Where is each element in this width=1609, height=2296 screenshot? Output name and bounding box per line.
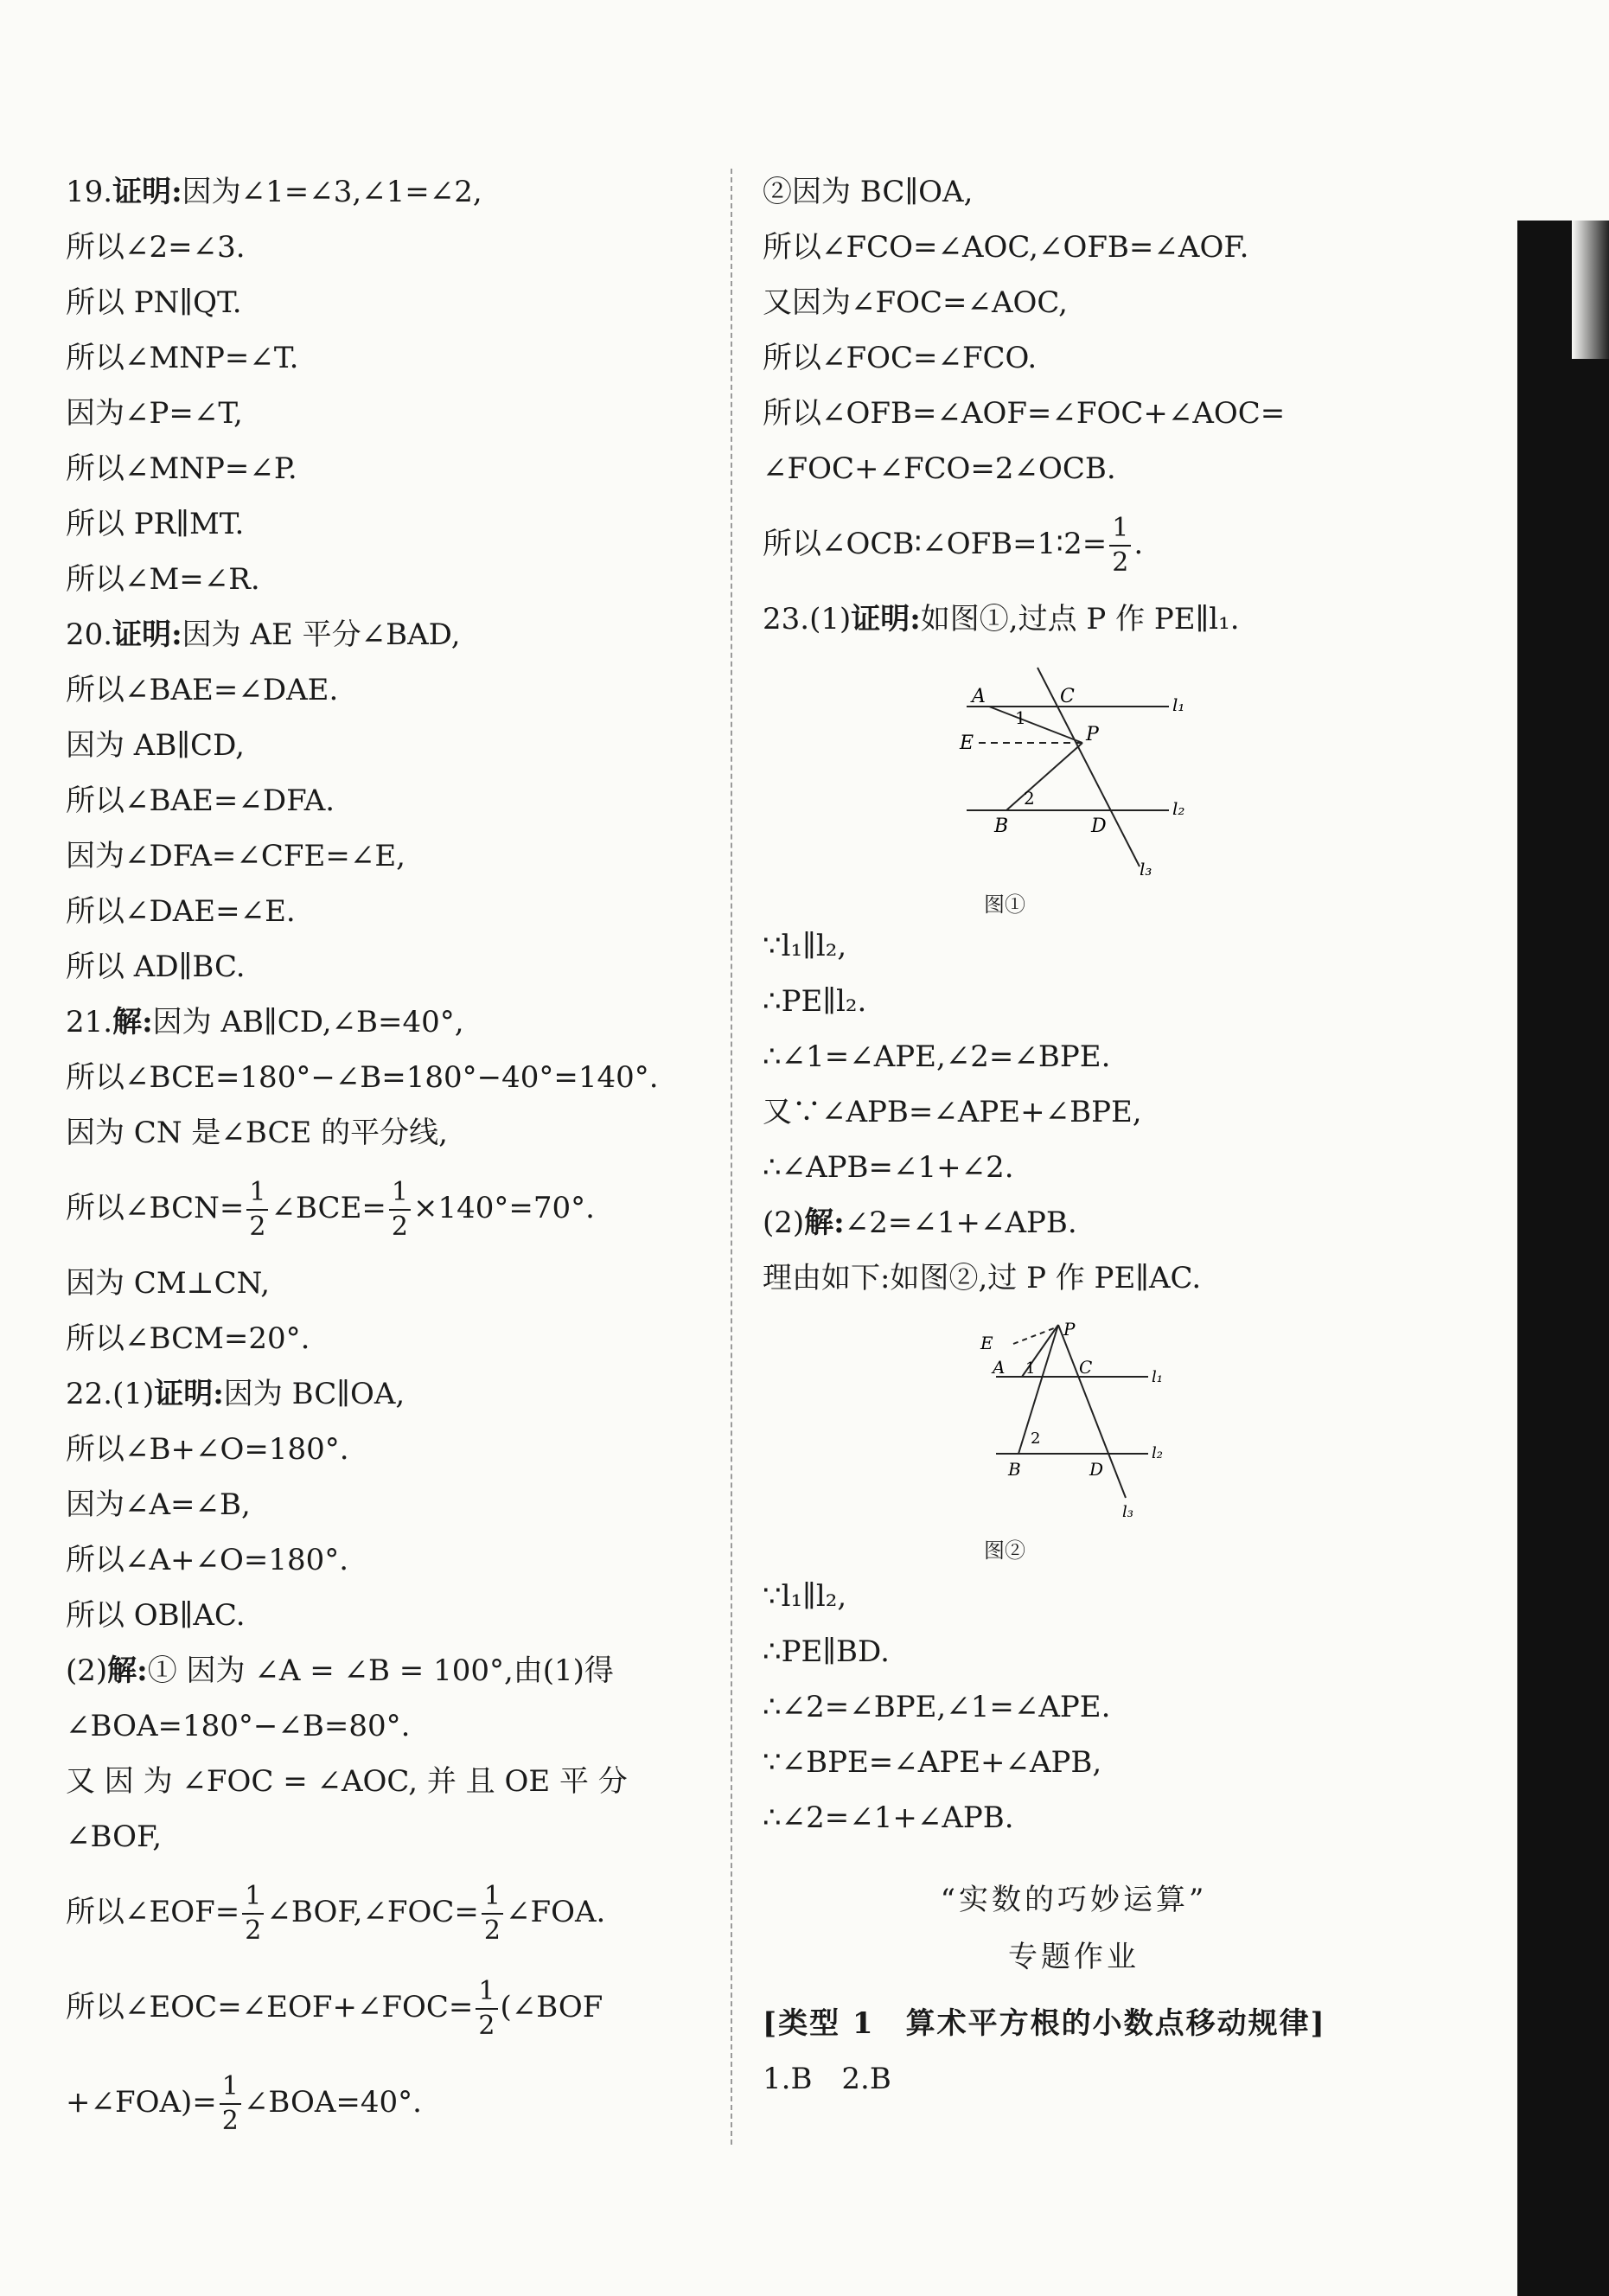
line-text: 因为∠A=∠B, [66, 1487, 251, 1522]
fig1-label-0: A [972, 686, 986, 707]
text-line [66, 220, 723, 275]
section-title-line2: 专题作业 [1008, 1940, 1140, 1974]
fig1-label-6: 2 [1024, 788, 1035, 809]
text-segment: . [1133, 527, 1144, 561]
fraction-denominator: 2 [483, 1915, 501, 1946]
line-text: ∠BOA=180°−∠B=80°. [66, 1709, 411, 1743]
line-text: 如图①,过点 P 作 PE∥l₁. [920, 602, 1240, 636]
figure-1 [763, 659, 1420, 917]
line-text: 所以 OB∥AC. [66, 1598, 246, 1633]
line-text: 所以∠MNP=∠P. [66, 451, 297, 486]
fraction-denominator: 2 [391, 1212, 408, 1242]
fig1-label-5: P [1086, 724, 1099, 745]
fraction-one-half [482, 1880, 503, 1947]
text-line [66, 1477, 723, 1532]
answer-keyword: 证明: [154, 1377, 224, 1411]
right-column-part-b [763, 918, 1420, 1306]
fig2-label-1: P [1063, 1319, 1076, 1340]
fraction-numerator: 1 [476, 1975, 497, 2010]
fig1-label-1: C [1060, 686, 1075, 707]
line-text: ∴PE∥l₂. [763, 984, 867, 1019]
fraction-numerator: 1 [242, 1880, 264, 1915]
line-text: ∴∠2=∠1+∠APB. [763, 1800, 1014, 1835]
fig2-label-8: D [1089, 1459, 1104, 1480]
line-text: 因为 CM⊥CN, [66, 1266, 271, 1301]
text-line [66, 441, 723, 496]
line-text: ∠FOC+∠FCO=2∠OCB. [763, 451, 1116, 486]
fig1-label-9: l₂ [1172, 798, 1185, 819]
line-text: ∵l₁∥l₂, [763, 929, 847, 963]
figure-2-caption: 图② [984, 1538, 1025, 1563]
fraction-one-half [220, 2070, 241, 2138]
answer-keyword: 证明: [112, 175, 182, 209]
line-text: 所以∠DAE=∠E. [66, 894, 296, 929]
text-line [66, 1050, 723, 1105]
fraction-one-half [476, 1975, 497, 2043]
fraction-denominator: 2 [1112, 547, 1129, 578]
figure-1-caption: 图① [984, 892, 1025, 917]
line-text: 因为 AE 平分∠BAD, [182, 617, 461, 652]
fraction-numerator: 1 [389, 1176, 411, 1211]
line-text: 所以∠2=∠3. [66, 230, 246, 265]
line-text: 所以∠M=∠R. [66, 562, 260, 597]
text-line [66, 828, 723, 884]
text-line [66, 496, 723, 552]
line-text: 又∵∠APB=∠APE+∠BPE, [763, 1095, 1142, 1129]
fig2-label-0: E [980, 1333, 993, 1353]
left-column [66, 164, 723, 2150]
fig1-label-8: D [1091, 815, 1107, 837]
fig1-label-3: l₁ [1172, 694, 1185, 715]
right-column [763, 164, 1420, 2107]
fraction-denominator: 2 [221, 2106, 239, 2136]
fig2-label-7: B [1008, 1459, 1021, 1480]
type1-heading: [类型 1 算术平方根的小数点移动规律] [763, 2006, 1326, 2041]
line-text: 所以∠BAE=∠DFA. [66, 783, 335, 818]
text-segment: ∠BOF,∠FOC= [266, 1895, 479, 1929]
answer-keyword: 解: [804, 1206, 845, 1240]
figure-1-diagram [763, 659, 1420, 884]
fig2-label-2: A [993, 1357, 1006, 1378]
line-text: 所以 PR∥MT. [66, 507, 245, 541]
line-text: 又 因 为 ∠FOC = ∠AOC, 并 且 OE 平 分 [66, 1764, 628, 1799]
text-line [763, 1140, 1420, 1195]
question-number: 19. [66, 175, 113, 209]
question-number: (2) [763, 1206, 805, 1240]
question-number: 23.(1) [763, 602, 852, 636]
fig1-label-10: l₃ [1140, 859, 1152, 879]
text-line [66, 1311, 723, 1366]
text-line [763, 1084, 1420, 1140]
item-q22-2 [66, 1643, 723, 1698]
text-line [763, 1735, 1420, 1790]
fig1-label-4: E [960, 732, 974, 754]
item-q22 [66, 1366, 723, 1422]
fig2-label-3: 1 [1025, 1359, 1036, 1378]
text-line [66, 275, 723, 330]
item-q23 [763, 592, 1420, 647]
text-line [763, 1250, 1420, 1306]
text-segment: ∠BOA=40°. [243, 2085, 422, 2120]
section-title-line1: “实数的巧妙运算” [940, 1883, 1208, 1917]
text-line [66, 1960, 723, 2055]
item-q21 [66, 995, 723, 1050]
text-line [66, 1588, 723, 1643]
fraction-numerator: 1 [1109, 512, 1131, 547]
text-segment: 所以∠BCN= [66, 1191, 245, 1225]
text-segment: +∠FOA)= [66, 2085, 217, 2120]
text-line [763, 386, 1420, 441]
question-number: 22.(1) [66, 1377, 155, 1411]
line-text: ∵∠BPE=∠APE+∠APB, [763, 1745, 1102, 1780]
right-column-part-a [763, 164, 1420, 647]
line-text: ②因为 BC∥OA, [763, 175, 974, 209]
fraction-one-half [246, 1176, 268, 1244]
text-line [763, 1679, 1420, 1735]
line-text: ∠2=∠1+∠APB. [844, 1206, 1077, 1240]
text-line [66, 1422, 723, 1477]
text-line [66, 1864, 723, 1960]
answer-keyword: 证明: [851, 602, 921, 636]
question-number: 21. [66, 1005, 113, 1039]
line-text: 因为 AB∥CD, [66, 728, 245, 763]
fig1-label-2: 1 [1015, 707, 1026, 728]
text-line [763, 1195, 1420, 1250]
line-text: 所以 AD∥BC. [66, 950, 246, 984]
fig2-label-10: l₃ [1122, 1503, 1133, 1521]
line-text: ∴∠APB=∠1+∠2. [763, 1150, 1014, 1185]
line-text: 因为∠1=∠3,∠1=∠2, [182, 175, 482, 209]
fraction-denominator: 2 [249, 1212, 266, 1242]
fraction-numerator: 1 [482, 1880, 503, 1915]
line-text: 理由如下:如图②,过 P 作 PE∥AC. [763, 1261, 1202, 1295]
text-line [763, 1624, 1420, 1679]
fig2-label-5: l₁ [1152, 1368, 1163, 1386]
line-text: ∴∠2=∠BPE,∠1=∠APE. [763, 1690, 1111, 1724]
answer-keyword: 解: [107, 1653, 148, 1688]
text-line [66, 939, 723, 995]
line-text: 所以∠BCM=20°. [66, 1321, 310, 1356]
answer-keyword: 解: [112, 1005, 153, 1039]
text-segment: ∠BCE= [271, 1191, 386, 1225]
fraction-one-half [1109, 512, 1131, 579]
text-line [66, 1754, 723, 1809]
line-text: 所以∠B+∠O=180°. [66, 1432, 349, 1467]
figure-2 [763, 1318, 1420, 1563]
text-line [763, 1029, 1420, 1084]
text-line [763, 330, 1420, 386]
line-text: 因为∠P=∠T, [66, 396, 243, 431]
text-segment: 所以∠OCB∶∠OFB=1∶2= [763, 527, 1108, 561]
line-text: 因为 BC∥OA, [223, 1377, 405, 1411]
text-line [763, 275, 1420, 330]
fraction-denominator: 2 [478, 2011, 495, 2041]
line-text: ∴PE∥BD. [763, 1634, 890, 1669]
fig2-label-4: C [1079, 1357, 1093, 1378]
text-segment: (∠BOF [500, 1990, 603, 2024]
column-divider [731, 169, 732, 2145]
type1-answers: 1.B 2.B [763, 2062, 891, 2096]
text-line [763, 220, 1420, 275]
item-q19 [66, 164, 723, 220]
question-number: (2) [66, 1653, 108, 1688]
text-line [66, 1161, 723, 1256]
text-line [763, 1569, 1420, 1624]
fraction-one-half [242, 1880, 264, 1947]
text-line [66, 662, 723, 718]
fig2-label-6: 2 [1031, 1429, 1041, 1448]
line-text: 所以∠MNP=∠T. [66, 341, 299, 375]
text-line [66, 386, 723, 441]
line-text: 所以∠BAE=∠DAE. [66, 673, 339, 707]
line-text: 所以∠OFB=∠AOF=∠FOC+∠AOC= [763, 396, 1286, 431]
line-text: ∠BOF, [66, 1820, 163, 1854]
line-text: 所以∠FCO=∠AOC,∠OFB=∠AOF. [763, 230, 1249, 265]
fig2-label-9: l₂ [1152, 1444, 1163, 1462]
text-line [66, 1256, 723, 1311]
text-line [763, 164, 1420, 220]
fraction-numerator: 1 [220, 2070, 241, 2105]
text-line [66, 773, 723, 828]
text-line [66, 330, 723, 386]
fig1-label-7: B [994, 815, 1009, 837]
text-line [66, 1698, 723, 1754]
text-line [66, 2055, 723, 2150]
scan-dark-edge [1517, 221, 1609, 2296]
line-text: 因为∠DFA=∠CFE=∠E, [66, 839, 405, 873]
item-q20 [66, 607, 723, 662]
fraction-one-half [389, 1176, 411, 1244]
fraction-denominator: 2 [245, 1915, 262, 1946]
line-text: 所以∠FOC=∠FCO. [763, 341, 1038, 375]
text-line [66, 552, 723, 607]
fraction-numerator: 1 [246, 1176, 268, 1211]
answer-keyword: 证明: [112, 617, 182, 652]
text-line [763, 441, 1420, 496]
text-line [66, 1105, 723, 1161]
line-text: ① 因为 ∠A = ∠B = 100°,由(1)得 [147, 1653, 614, 1688]
line-text: ∴∠1=∠APE,∠2=∠BPE. [763, 1039, 1111, 1074]
line-text: ∵l₁∥l₂, [763, 1579, 847, 1614]
text-line [66, 1809, 723, 1864]
line-text: 又因为∠FOC=∠AOC, [763, 285, 1068, 320]
right-column-part-c [763, 1569, 1420, 1845]
text-line [763, 918, 1420, 974]
text-segment: ×140°=70°. [412, 1191, 595, 1225]
text-segment: 所以∠EOC=∠EOF+∠FOC= [66, 1990, 474, 2024]
text-segment: ∠FOA. [506, 1895, 606, 1929]
text-line [66, 718, 723, 773]
line-text: 所以∠BCE=180°−∠B=180°−40°=140°. [66, 1060, 659, 1095]
text-segment: 所以∠EOF= [66, 1895, 240, 1929]
figure-2-diagram [763, 1318, 1420, 1530]
line-text: 所以∠A+∠O=180°. [66, 1543, 349, 1577]
line-text: 因为 AB∥CD,∠B=40°, [152, 1005, 464, 1039]
line-text: 因为 CN 是∠BCE 的平分线, [66, 1116, 448, 1150]
question-number: 20. [66, 617, 113, 652]
scan-dark-edge-fade [1572, 221, 1609, 359]
text-line [763, 1790, 1420, 1845]
line-text: 所以 PN∥QT. [66, 285, 242, 320]
text-line [763, 496, 1420, 592]
text-line [763, 974, 1420, 1029]
